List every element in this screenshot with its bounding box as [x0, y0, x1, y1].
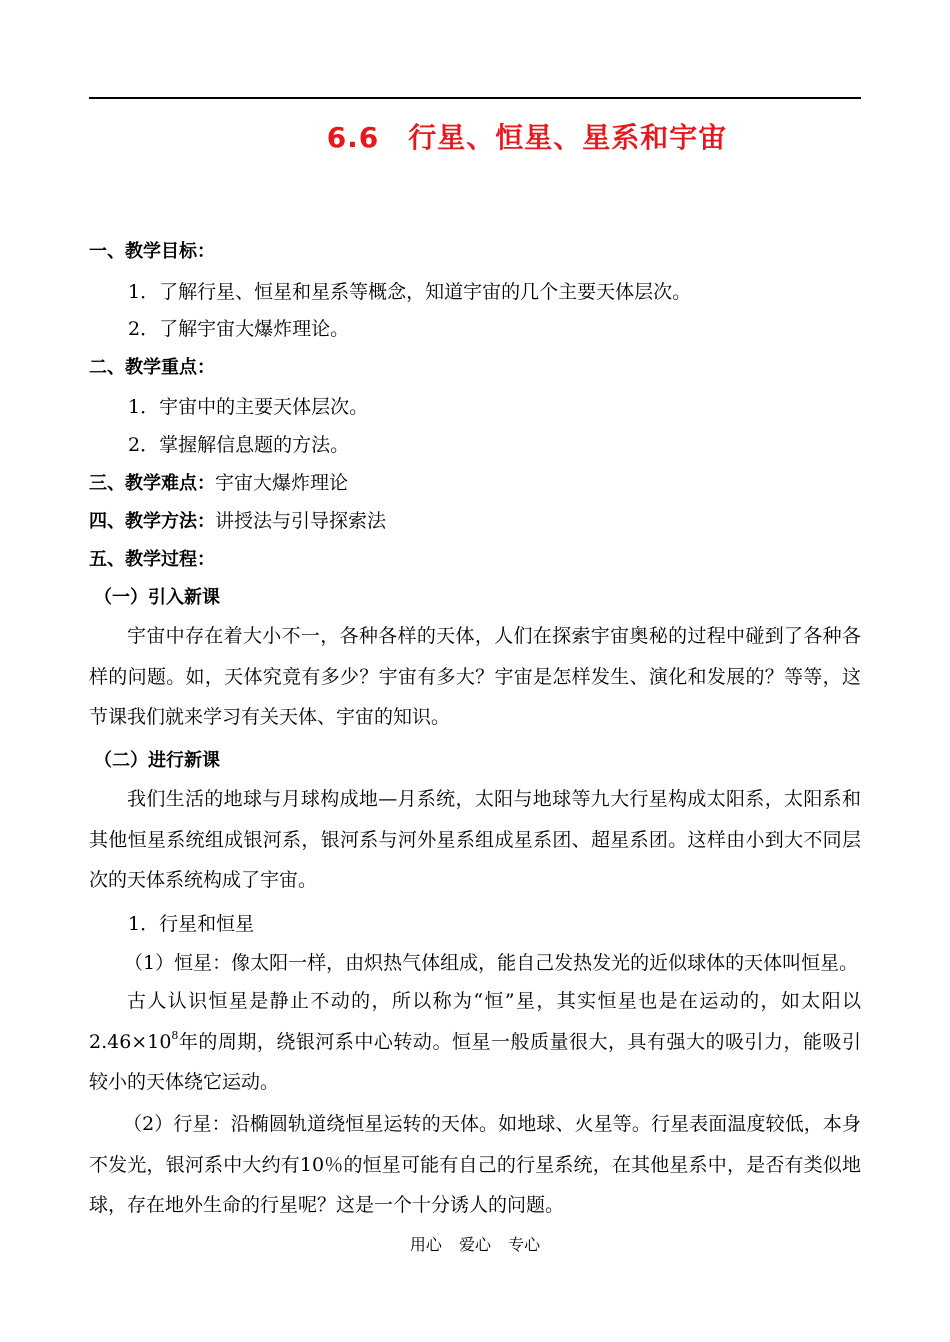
star-paragraph — [89, 981, 861, 1103]
section-method — [89, 509, 386, 534]
section-method-heading: 四、教学方法： — [89, 511, 215, 532]
header-rule — [89, 97, 861, 99]
key-point-item-1: 1．宇宙中的主要天体层次。 — [128, 396, 369, 418]
part-intro-heading: （一）引入新课 — [94, 587, 220, 608]
star-paragraph-c: 年的周期，绕银河系中心转动。恒星一般质量很大，具有强大的吸引力，能吸引较小的天体绕它运动。 — [89, 1030, 861, 1093]
page-title: 6.6 行星、恒星、星系和宇宙 — [326, 121, 728, 154]
section-objectives-heading: 一、教学目标： — [89, 241, 215, 262]
part-new-lesson-paragraph: 我们生活的地球与月球构成地—月系统，太阳与地球等九大行星构成太阳系，太阳系和其他恒星系统组成银河系，银河系与河外星系组成星系团、超星系团。这样由小到大不同层次的天体系统构成了宇宙。 — [89, 788, 861, 891]
star-paragraph-exponent: 8 — [171, 1028, 179, 1042]
planet-paragraph: （2）行星：沿椭圆轨道绕恒星运转的天体。如地球、火星等。行星表面温度较低，本身不发光，银河系中大约有10％的恒星可能有自己的行星系统，在其他星系中，是否有类似地球，存在地外生命的行星呢？这是一个十分诱人的问题。 — [89, 1113, 861, 1216]
page-footer: 用心 爱心 专心 — [409, 1235, 541, 1254]
section-difficulty-text: 宇宙大爆炸理论 — [215, 472, 349, 494]
star-paragraph-b: 2.46×10 — [89, 1030, 172, 1053]
section-key-points-heading: 二、教学重点： — [89, 357, 215, 378]
objective-item-1: 1．了解行星、恒星和星系等概念，知道宇宙的几个主要天体层次。 — [128, 281, 692, 303]
section-process-heading: 五、教学过程： — [89, 549, 215, 570]
part-intro-paragraph: 宇宙中存在着大小不一，各种各样的天体，人们在探索宇宙奥秘的过程中碰到了各种各样的问题。如，天体究竟有多少？宇宙有多大？宇宙是怎样发生、演化和发展的？等等，这节课我们就来学习有关天体、宇宙的知识。 — [89, 625, 861, 728]
star-definition: （1）恒星：像太阳一样，由炽热气体组成，能自己发热发光的近似球体的天体叫恒星。 — [124, 952, 859, 974]
objective-item-2: 2．了解宇宙大爆炸理论。 — [128, 318, 350, 340]
section-difficulty-heading: 三、教学难点： — [89, 473, 215, 494]
section-difficulty — [89, 471, 348, 496]
key-point-item-2: 2．掌握解信息题的方法。 — [128, 434, 350, 456]
section-method-text: 讲授法与引导探索法 — [215, 510, 387, 532]
subsection-planets-stars: 1．行星和恒星 — [128, 913, 255, 935]
part-new-lesson-heading: （二）进行新课 — [94, 750, 220, 771]
star-paragraph-a: 古人认识恒星是静止不动的，所以称为“恒”星，其实恒星也是在运动的，如太阳以 — [127, 990, 861, 1012]
